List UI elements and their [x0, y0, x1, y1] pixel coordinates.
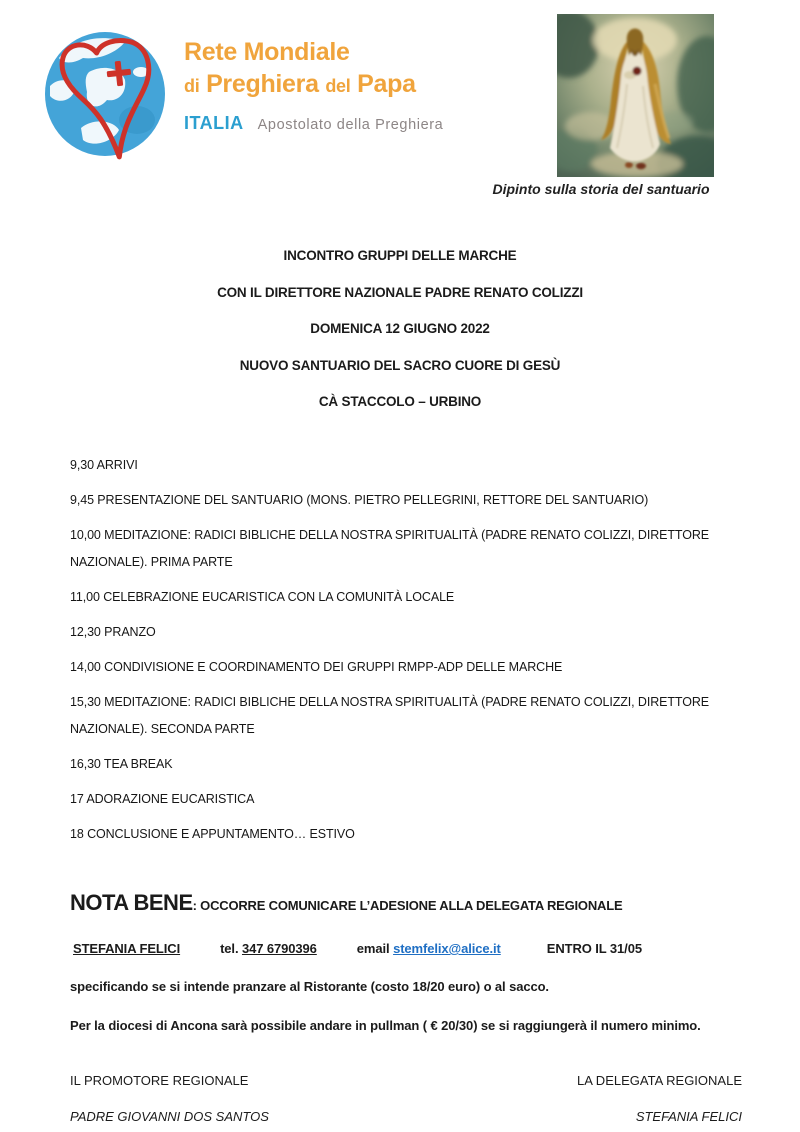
logo-line3 [184, 114, 443, 133]
email-label: email [356, 941, 390, 956]
logo-line2-preghiera: Preghiera [206, 70, 319, 98]
schedule-item: 18 CONCLUSIONE E APPUNTAMENTO… ESTIVO [70, 827, 355, 841]
heading-date: DOMENICA 12 GIUGNO 2022 [310, 321, 490, 336]
nota-bene-title: NOTA BENE [70, 890, 193, 915]
heading-director: CON IL DIRETTORE NAZIONALE PADRE RENATO COLIZZI [217, 284, 583, 300]
schedule-item: 11,00 CELEBRAZIONE EUCARISTICA CON LA COMUNITÀ LOCALE [70, 590, 455, 604]
heading-event-title: INCONTRO GRUPPI DELLE MARCHE [283, 248, 517, 263]
note-bus: Per la diocesi di Ancona sarà possibile andare in pullman ( € 20/30) se si raggiungerà il numero minimo. [70, 1018, 701, 1033]
logo-subtitle: Apostolato della Preghiera [257, 117, 444, 133]
logo-country: ITALIA [184, 113, 244, 133]
logo-line2-del: del [325, 76, 351, 96]
logo-line2-papa: Papa [357, 70, 416, 98]
email-link[interactable]: stemfelix@alice.it [393, 941, 501, 956]
logo-text [184, 28, 443, 133]
contact-name: STEFANIA FELICI [73, 941, 181, 956]
schedule-item: 17 ADORAZIONE EUCARISTICA [70, 792, 255, 806]
logo-line2-di: di [184, 76, 200, 96]
promoter-role: IL PROMOTORE REGIONALE [70, 1073, 249, 1088]
tel-label: tel. [220, 941, 239, 956]
sacred-heart-painting-image [557, 14, 714, 177]
schedule-item: 14,00 CONDIVISIONE E COORDINAMENTO DEI GRUPPI RMPP-ADP DELLE MARCHE [70, 660, 563, 674]
event-headings [0, 238, 800, 421]
contact-line [73, 941, 753, 956]
logo-line2 [184, 72, 443, 97]
nota-bene-text: : OCCORRE COMUNICARE L’ADESIONE ALLA DELEGATA REGIONALE [192, 898, 623, 913]
schedule-item: 10,00 MEDITAZIONE: RADICI BIBLICHE DELLA NOSTRA SPIRITUALITÀ (PADRE RENATO COLIZZI, DIRETTORE NAZIONALE). PRIMA PARTE [70, 528, 709, 569]
painting-caption: Dipinto sulla storia del santuario [492, 181, 710, 197]
logo-line1: Rete Mondiale [184, 38, 350, 66]
delegate-role: LA DELEGATA REGIONALE [577, 1073, 742, 1088]
contact-deadline: ENTRO IL 31/05 [546, 941, 642, 956]
rmpp-logo [45, 28, 443, 166]
note-lunch: specificando se si intende pranzare al Ristorante (costo 18/20 euro) o al sacco. [70, 979, 549, 994]
footer-names [70, 1109, 742, 1124]
tel-number: 347 6790396 [241, 941, 317, 956]
delegate-name: STEFANIA FELICI [635, 1109, 742, 1124]
promoter-name: PADRE GIOVANNI DOS SANTOS [70, 1109, 269, 1124]
contact-tel [220, 941, 317, 956]
heading-venue: NUOVO SANTUARIO DEL SACRO CUORE DI GESÙ [239, 357, 561, 373]
schedule-item: 15,30 MEDITAZIONE: RADICI BIBLICHE DELLA NOSTRA SPIRITUALITÀ (PADRE RENATO COLIZZI, DIRETTORE NAZIONALE). SECONDA PARTE [70, 695, 709, 736]
santuario-painting [557, 14, 714, 177]
schedule-item: 9,30 ARRIVI [70, 458, 138, 472]
heading-location: CÀ STACCOLO – URBINO [318, 394, 482, 409]
footer-roles [70, 1073, 742, 1088]
contact-email [357, 941, 501, 956]
schedule-item: 12,30 PRANZO [70, 625, 156, 639]
schedule-item: 9,45 PRESENTAZIONE DEL SANTUARIO (MONS. PIETRO PELLEGRINI, RETTORE DEL SANTUARIO) [70, 493, 649, 507]
event-schedule [70, 452, 742, 856]
nota-bene [70, 890, 750, 916]
schedule-item: 16,30 TEA BREAK [70, 757, 173, 771]
globe-heart-cross-icon [45, 28, 170, 166]
